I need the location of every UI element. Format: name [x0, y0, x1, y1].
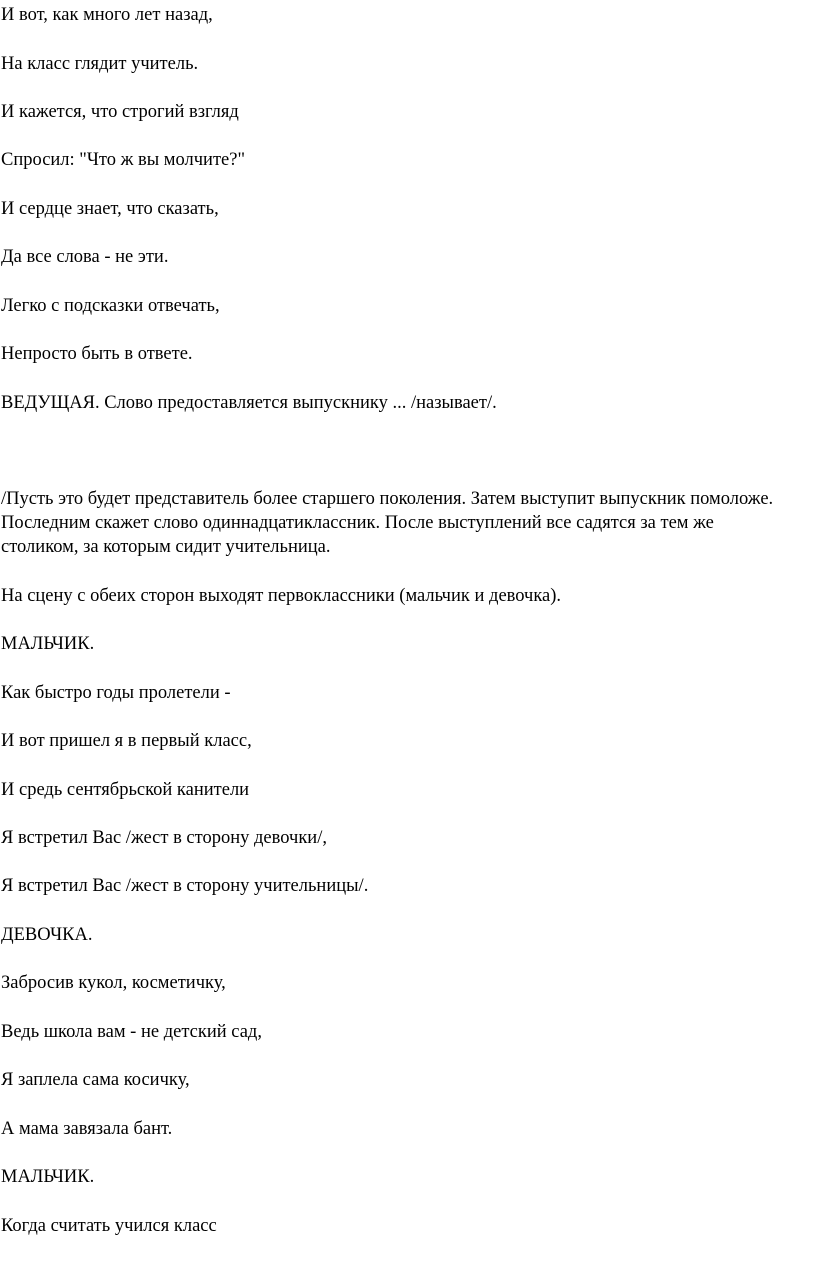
poem-line: Когда считать учился класс — [1, 1216, 217, 1236]
poem-line: Да все слова - не эти. — [1, 247, 169, 267]
poem-line: Легко с подсказки отвечать, — [1, 296, 220, 316]
poem-line: И кажется, что строгий взгляд — [1, 102, 239, 122]
stage-direction-paragraph: /Пусть это будет представитель более старшего поколения. Затем выступит выпускник помоложе. Последним скажет слово одиннадцатиклассник. После выступлений все садятся за тем же столиком, за которым сидит учительница. — [1, 489, 774, 557]
poem-line: И вот пришел я в первый класс, — [1, 731, 252, 751]
poem-line: Спросил: "Что ж вы молчите?" — [1, 150, 246, 170]
stage-direction: На сцену с обеих сторон выходят первоклассники (мальчик и девочка). — [1, 586, 562, 606]
poem-line: А мама завязала бант. — [1, 1119, 173, 1139]
poem-line: И средь сентябрьской канители — [1, 780, 250, 800]
poem-line: На класс глядит учитель. — [1, 54, 199, 74]
speaker-name: МАЛЬЧИК. — [1, 634, 95, 654]
poem-line: И сердце знает, что сказать, — [1, 199, 219, 219]
poem-line: Ведь школа вам - не детский сад, — [1, 1022, 262, 1042]
speaker-name: МАЛЬЧИК. — [1, 1167, 95, 1187]
speaker-name: ДЕВОЧКА. — [1, 925, 93, 945]
poem-line: Я встретил Вас /жест в сторону учительницы/. — [1, 876, 369, 896]
poem-line: Я заплела сама косичку, — [1, 1070, 190, 1090]
speaker-line: ВЕДУЩАЯ. Слово предоставляется выпускнику ... /называет/. — [1, 393, 497, 413]
poem-line: И вот, как много лет назад, — [1, 5, 213, 25]
poem-line: Я встретил Вас /жест в сторону девочки/, — [1, 828, 327, 848]
poem-line: Как быстро годы пролетели - — [1, 683, 231, 703]
poem-line: Непросто быть в ответе. — [1, 344, 193, 364]
poem-line: Забросив кукол, косметичку, — [1, 973, 226, 993]
